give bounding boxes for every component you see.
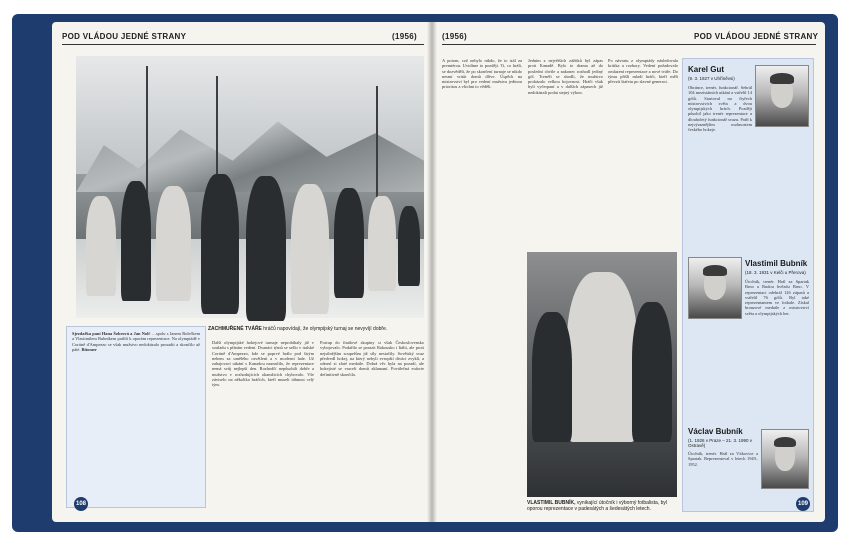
left-sidebar-text: …spolu s Janem Rolečkem a Vlastimilem Bubníkem patřili k oporám reprezentace. Na olympiádě v Cortině d'Ampezzo se však mužstvo nedokázalo prosadit a skončilo až páté. — [72, 331, 200, 352]
right-header-title: POD VLÁDOU JEDNÉ STRANY — [694, 32, 819, 41]
right-caption-text: vynikající útočník i výborný fotbalista, byl oporou reprezentace v padesátých a šedesátých letech. — [527, 500, 667, 512]
left-sidebar-lead: Sjezdařka paní Hana Šobrová a Jan Nolč — [72, 331, 151, 336]
right-caption-title: VLASTIMIL BUBNÍK, — [527, 500, 576, 506]
left-column-1: Další olympijské hokejové turnaje neprobíhaly již v souladu s přáním vedení. Dvanáct týmů se sešlo v italské Cortině d'Ampezzo, kde se poprvé hrálo pod širým nebem za umělého osvětlení a v moderní hale. Už zahajovací utkání s Kanadou naznačilo, že reprezentace nemá svůj nejlepší den. Rozhodčí nepůsobili dobře a mužstvo v rozhodujících okamžicích chybovalo. Vše záviselo na několika hráčích, kteří museli táhnout celý tým. — [212, 340, 314, 388]
team-photo — [76, 56, 424, 318]
left-sidebar-bold: Bitomer — [81, 346, 97, 352]
person2-portrait — [688, 257, 742, 319]
left-caption-text: hráčů napovídají, že olympijský turnaj se nevyvíjí dobře. — [263, 326, 388, 332]
left-page — [52, 22, 432, 522]
person1-dates: (9. 3. 1927 v Uhříněvsi) — [688, 76, 735, 81]
left-page-number: 108 — [74, 497, 88, 511]
person2-name: Vlastimil Bubník — [745, 259, 808, 268]
person1-bio-a: Obránce, trenér, funkcionář. Sehrál 104 mezistátních utkání a vstřelil 14 gólů. Startoval na čtyřech mistrovstvích světa a dvou olympijských hrách. Později působil jako trenér reprezentace a dlouholetý funkcionář svazu. Patří k nejvýraznějším osobnostem českého hokeje. — [688, 85, 752, 133]
left-header-rule — [62, 44, 424, 45]
person1-name: Karel Gut — [688, 65, 725, 74]
left-column-2: Postup do finálové skupiny si však Československo vybojovalo. Podařilo se porazit Rakousko i Itálii, ale proti nejsilnějším soupeřům již síly nestačily. Sovětský svaz předvedl hokej, na který nebyli evropští diváci zvyklí, a odnesl si zlaté medaile. Dobrá věc byla na pozadí, ale hokejisté se vraceli domů zklamaní. Poválečná euforie definitivně skončila. — [320, 340, 424, 377]
person2-bio-a: Útočník, trenér. Hrál za Spartak Brno a Rudou hvězdu Brno. V reprezentaci odehrál 126 zápasů a vstřelil 76 gólů. Byl také reprezentantem ve fotbale. Získal bronzové medaile z mistrovství světa a olympijských her. — [745, 279, 809, 316]
bubnik-photo — [527, 252, 677, 497]
person3-portrait — [761, 429, 809, 489]
left-sidebar-box — [66, 326, 206, 508]
person2-dates: (18. 3. 1931 v Kelči u Přerova) — [745, 270, 806, 275]
left-photo-caption — [208, 326, 424, 332]
right-photo-caption — [527, 500, 677, 512]
right-column-2: Jedním z největších zážitků byl zápas proti Kanadě. Bylo to drama až do poslední chvíle a nakonec rozhodl jediný gól. Trenéři se shodli, že mužstvo prokázalo velkou bojovnost. Hráči však byli vyčerpaní a v dalších zápasech již nedokázali podat stejný výkon. — [528, 58, 603, 95]
right-page — [432, 22, 825, 522]
right-column-3: Po návratu z olympiády následovala kritika a rozbory. Vedení požadovalo omlazení reprezentace a nové tváře. Do týmu přišli mladí hráči, kteří měli převzít štafetu po slavné generaci. — [608, 58, 678, 85]
right-header-year: (1956) — [442, 32, 467, 41]
right-column-1: A potom, což nebylo nikdo, že to stál za premiérou. Uvidíme to později. Ti, co hráli, se dozvěděli, že po skončení turnaje se nikdo nesmí vrátit domů dříve. Úspěch na mistrovství byl pro vedení mužstva jedinou prioritou a všichni to věděli. — [442, 58, 522, 90]
person1-portrait — [755, 65, 809, 127]
left-caption-title: ZACHMUŘENÉ TVÁŘE — [208, 326, 262, 332]
left-header-year: (1956) — [392, 32, 417, 41]
person3-bio: Útočník, trenér. Hrál za Vítkovice a Spartak. Reprezentoval v letech 1949–1952. — [688, 451, 758, 467]
person1-bio-b — [688, 129, 808, 254]
right-page-number: 109 — [796, 497, 810, 511]
person3-dates: (1. 1926 v Praze – 21. 3. 1990 v Ostravě) — [688, 438, 753, 448]
person3-name: Václav Bubník — [688, 427, 743, 436]
biography-sidebar — [682, 58, 814, 512]
person2-bio-b — [688, 321, 808, 421]
left-header-title: POD VLÁDOU JEDNÉ STRANY — [62, 32, 187, 41]
right-header-rule — [442, 44, 816, 45]
book-gutter — [427, 22, 437, 522]
